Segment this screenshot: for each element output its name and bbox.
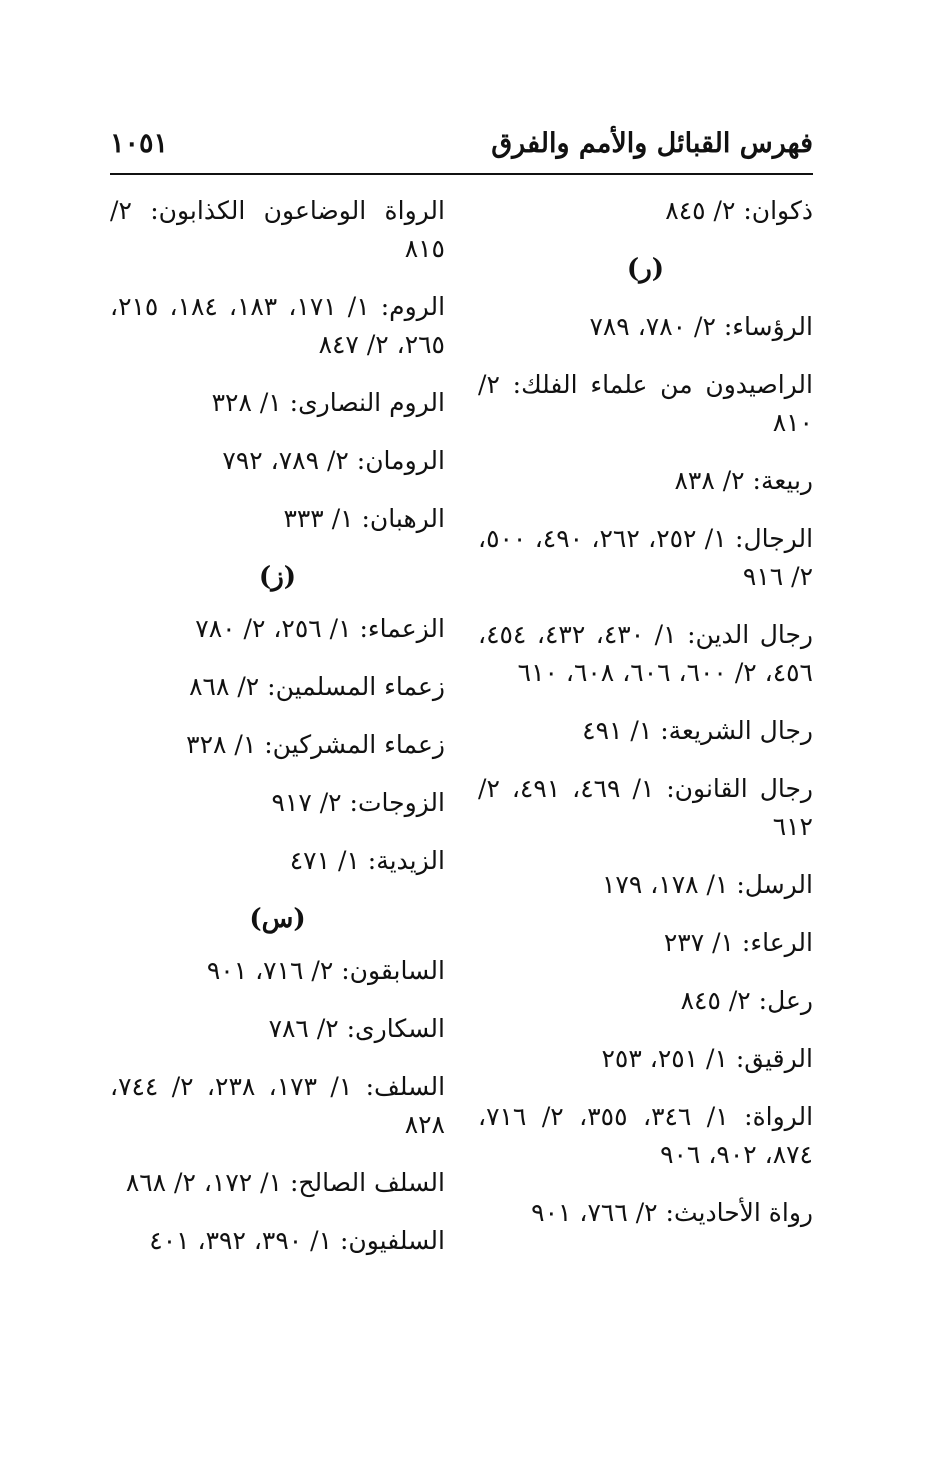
index-entry: الراصيدون من علماء الفلك: ٢/ ٨١٠	[478, 370, 813, 437]
index-entry: السلفيون: ١/ ٣٩٠، ٣٩٢، ٤٠١	[149, 1226, 445, 1255]
index-entry: رواة الأحاديث: ٢/ ٧٦٦، ٩٠١	[531, 1198, 813, 1227]
index-entry: الزوجات: ٢/ ٩١٧	[271, 788, 445, 817]
index-column-right	[478, 192, 813, 1252]
index-entry: الرسل: ١/ ١٧٨، ١٧٩	[601, 870, 813, 899]
index-entry: الزيدية: ١/ ٤٧١	[289, 846, 445, 875]
index-entry: رجال الشريعة: ١/ ٤٩١	[582, 716, 813, 745]
page-header	[110, 118, 813, 174]
index-entry: الروم النصارى: ١/ ٣٢٨	[211, 388, 445, 417]
index-entry: الرواة الوضاعون الكذابون: ٢/ ٨١٥	[110, 196, 445, 263]
index-entry: الرعاء: ١/ ٢٣٧	[663, 928, 813, 957]
letter-heading-zay: (ز)	[258, 562, 297, 592]
index-entry: رجال القانون: ١/ ٤٦٩، ٤٩١، ٢/ ٦١٢	[478, 774, 813, 841]
index-column-left	[110, 192, 445, 1280]
index-entry: السلف الصالح: ١/ ١٧٢، ٢/ ٨٦٨	[125, 1168, 445, 1197]
running-title: فهرس القبائل والأمم والفرق	[491, 128, 813, 159]
letter-heading-ra: (ر)	[626, 254, 665, 284]
index-entry: زعماء المشركين: ١/ ٣٢٨	[186, 730, 445, 759]
index-entry: زعماء المسلمين: ٢/ ٨٦٨	[189, 672, 445, 701]
index-entry: الروم: ١/ ١٧١، ١٨٣، ١٨٤، ٢١٥، ٢٦٥، ٢/ ٨٤٧	[110, 292, 446, 359]
header-rule	[110, 173, 813, 175]
index-entry: رعل: ٢/ ٨٤٥	[680, 986, 813, 1015]
index-entry: ذكوان: ٢/ ٨٤٥	[665, 196, 813, 225]
index-entry: الرجال: ١/ ٢٥٢، ٢٦٢، ٤٩٠، ٥٠٠، ٢/ ٩١٦	[478, 524, 814, 591]
index-entry: الرؤساء: ٢/ ٧٨٠، ٧٨٩	[589, 312, 813, 341]
index-entry: السابقون: ٢/ ٧١٦، ٩٠١	[206, 956, 445, 985]
letter-heading-sin: (س)	[249, 904, 306, 934]
page-number: ١٠٥١	[110, 128, 169, 159]
index-entry: الرقيق: ١/ ٢٥١، ٢٥٣	[601, 1044, 813, 1073]
index-entry: ربيعة: ٢/ ٨٣٨	[674, 466, 813, 495]
index-entry: الرومان: ٢/ ٧٨٩، ٧٩٢	[222, 446, 445, 475]
index-entry: السكارى: ٢/ ٧٨٦	[268, 1014, 445, 1043]
index-entry: الرواة: ١/ ٣٤٦، ٣٥٥، ٢/ ٧١٦، ٨٧٤، ٩٠٢، ٩٠٦	[478, 1102, 814, 1169]
index-entry: الزعماء: ١/ ٢٥٦، ٢/ ٧٨٠	[195, 614, 445, 643]
index-entry: الرهبان: ١/ ٣٣٣	[283, 504, 445, 533]
index-entry: رجال الدين: ١/ ٤٣٠، ٤٣٢، ٤٥٤، ٤٥٦، ٢/ ٦٠٠، ٦٠٦، ٦٠٨، ٦١٠	[478, 620, 813, 687]
index-entry: السلف: ١/ ١٧٣، ٢٣٨، ٢/ ٧٤٤، ٨٢٨	[110, 1072, 446, 1139]
